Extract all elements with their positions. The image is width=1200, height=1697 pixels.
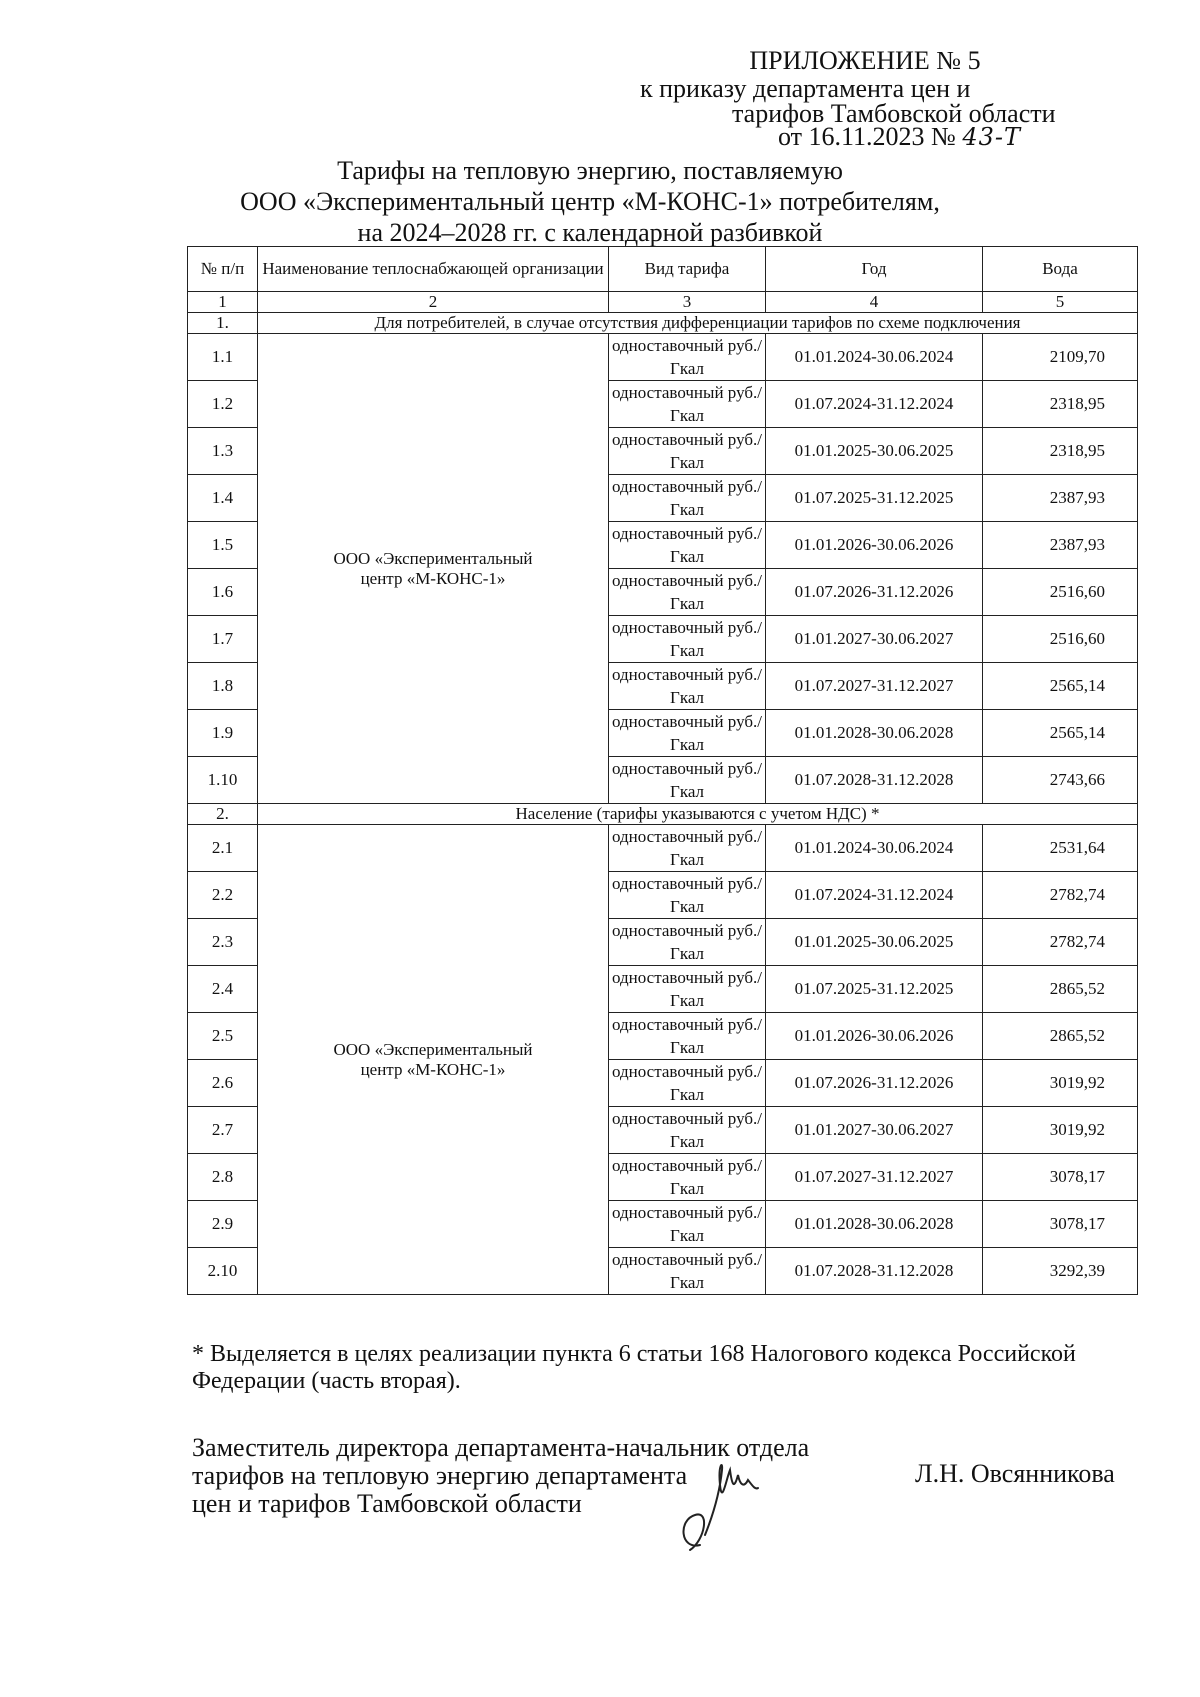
tariff-value: 2387,93 bbox=[983, 522, 1138, 569]
row-number: 1.5 bbox=[188, 522, 258, 569]
section-number: 2. bbox=[188, 804, 258, 825]
tariff-period: 01.07.2025-31.12.2025 bbox=[766, 475, 983, 522]
title-line3: на 2024–2028 гг. с календарной разбивкой bbox=[357, 218, 823, 247]
tariff-type: одноставочный руб./Гкал bbox=[609, 1060, 766, 1107]
row-number: 2.6 bbox=[188, 1060, 258, 1107]
tariff-period: 01.07.2027-31.12.2027 bbox=[766, 1154, 983, 1201]
tariff-period: 01.07.2026-31.12.2026 bbox=[766, 1060, 983, 1107]
tariff-type: одноставочный руб./Гкал bbox=[609, 1201, 766, 1248]
tariff-period: 01.01.2026-30.06.2026 bbox=[766, 522, 983, 569]
tariffs-table bbox=[187, 246, 1138, 1295]
tariff-type: одноставочный руб./Гкал bbox=[609, 569, 766, 616]
position-line2: тарифов на тепловую энергию департамента bbox=[192, 1461, 688, 1490]
appendix-line2: тарифов Тамбовской области bbox=[732, 99, 1056, 128]
tariff-type: одноставочный руб./Гкал bbox=[609, 1013, 766, 1060]
tariff-type: одноставочный руб./Гкал bbox=[609, 1154, 766, 1201]
row-number: 2.2 bbox=[188, 872, 258, 919]
column-number: 5 bbox=[983, 292, 1138, 313]
row-number: 2.9 bbox=[188, 1201, 258, 1248]
title-line1: Тарифы на тепловую энергию, поставляемую bbox=[337, 156, 843, 185]
header-type: Вид тарифа bbox=[609, 247, 766, 292]
row-number: 2.1 bbox=[188, 825, 258, 872]
tariff-type: одноставочный руб./Гкал bbox=[609, 1107, 766, 1154]
document-title bbox=[200, 155, 980, 248]
tariff-value: 3292,39 bbox=[983, 1248, 1138, 1295]
signer-name: Л.Н. Овсянникова bbox=[915, 1459, 1115, 1488]
handwritten-signature bbox=[660, 1440, 810, 1560]
tariff-period: 01.01.2028-30.06.2028 bbox=[766, 710, 983, 757]
footnote: * Выделяется в целях реализации пункта 6 статьи 168 Налогового кодекса Российской Федерации (часть вторая). bbox=[192, 1341, 1076, 1394]
table-row bbox=[188, 825, 1138, 872]
tariff-type: одноставочный руб./Гкал bbox=[609, 825, 766, 872]
column-number: 3 bbox=[609, 292, 766, 313]
tariff-value: 3019,92 bbox=[983, 1060, 1138, 1107]
section-row bbox=[188, 804, 1138, 825]
row-number: 1.7 bbox=[188, 616, 258, 663]
tariff-value: 3078,17 bbox=[983, 1201, 1138, 1248]
position-line1: Заместитель директора департамента-начальник отдела bbox=[192, 1433, 810, 1462]
tariff-period: 01.01.2024-30.06.2024 bbox=[766, 825, 983, 872]
row-number: 2.8 bbox=[188, 1154, 258, 1201]
tariff-value: 2565,14 bbox=[983, 663, 1138, 710]
row-number: 2.4 bbox=[188, 966, 258, 1013]
column-number: 1 bbox=[188, 292, 258, 313]
section-number: 1. bbox=[188, 313, 258, 334]
row-number: 1.3 bbox=[188, 428, 258, 475]
tariff-value: 2318,95 bbox=[983, 381, 1138, 428]
organization-name: ООО «Экспериментальный центр «М-КОНС-1» bbox=[258, 825, 609, 1295]
table-row bbox=[188, 334, 1138, 381]
tariff-value: 2743,66 bbox=[983, 757, 1138, 804]
table-header-row bbox=[188, 247, 1138, 292]
row-number: 1.4 bbox=[188, 475, 258, 522]
tariff-value: 2782,74 bbox=[983, 872, 1138, 919]
tariff-value: 2516,60 bbox=[983, 616, 1138, 663]
tariff-period: 01.01.2027-30.06.2027 bbox=[766, 616, 983, 663]
tariff-period: 01.01.2026-30.06.2026 bbox=[766, 1013, 983, 1060]
row-number: 2.10 bbox=[188, 1248, 258, 1295]
tariff-period: 01.01.2027-30.06.2027 bbox=[766, 1107, 983, 1154]
column-numbers-row bbox=[188, 292, 1138, 313]
row-number: 1.1 bbox=[188, 334, 258, 381]
row-number: 1.6 bbox=[188, 569, 258, 616]
tariff-value: 2565,14 bbox=[983, 710, 1138, 757]
tariff-value: 2387,93 bbox=[983, 475, 1138, 522]
tariff-period: 01.01.2024-30.06.2024 bbox=[766, 334, 983, 381]
tariff-value: 2865,52 bbox=[983, 966, 1138, 1013]
tariff-period: 01.07.2025-31.12.2025 bbox=[766, 966, 983, 1013]
section-row bbox=[188, 313, 1138, 334]
tariff-type: одноставочный руб./Гкал bbox=[609, 475, 766, 522]
tariff-type: одноставочный руб./Гкал bbox=[609, 919, 766, 966]
tariff-period: 01.07.2024-31.12.2024 bbox=[766, 381, 983, 428]
tariff-period: 01.07.2024-31.12.2024 bbox=[766, 872, 983, 919]
tariff-type: одноставочный руб./Гкал bbox=[609, 757, 766, 804]
tariff-period: 01.07.2027-31.12.2027 bbox=[766, 663, 983, 710]
tariff-type: одноставочный руб./Гкал bbox=[609, 966, 766, 1013]
row-number: 1.8 bbox=[188, 663, 258, 710]
tariff-period: 01.07.2028-31.12.2028 bbox=[766, 1248, 983, 1295]
tariff-period: 01.07.2026-31.12.2026 bbox=[766, 569, 983, 616]
row-number: 2.5 bbox=[188, 1013, 258, 1060]
tariff-period: 01.01.2025-30.06.2025 bbox=[766, 919, 983, 966]
row-number: 1.2 bbox=[188, 381, 258, 428]
tariff-value: 3078,17 bbox=[983, 1154, 1138, 1201]
tariff-value: 2109,70 bbox=[983, 334, 1138, 381]
tariff-type: одноставочный руб./Гкал bbox=[609, 1248, 766, 1295]
tariff-value: 2516,60 bbox=[983, 569, 1138, 616]
row-number: 2.7 bbox=[188, 1107, 258, 1154]
row-number: 2.3 bbox=[188, 919, 258, 966]
row-number: 1.9 bbox=[188, 710, 258, 757]
organization-name: ООО «Экспериментальный центр «М-КОНС-1» bbox=[258, 334, 609, 804]
section-title: Для потребителей, в случае отсутствия дифференциации тарифов по схеме подключения bbox=[258, 313, 1138, 334]
tariff-type: одноставочный руб./Гкал bbox=[609, 334, 766, 381]
tariff-period: 01.07.2028-31.12.2028 bbox=[766, 757, 983, 804]
title-line2: ООО «Экспериментальный центр «М-КОНС-1» потребителям, bbox=[240, 187, 940, 216]
header-num: № п/п bbox=[188, 247, 258, 292]
header-org: Наименование теплоснабжающей организации bbox=[258, 247, 609, 292]
column-number: 2 bbox=[258, 292, 609, 313]
header-year: Год bbox=[766, 247, 983, 292]
order-number-handwritten: 43-Т bbox=[962, 123, 1022, 151]
appendix-line3 bbox=[778, 124, 1138, 150]
tariff-type: одноставочный руб./Гкал bbox=[609, 663, 766, 710]
tariff-period: 01.01.2025-30.06.2025 bbox=[766, 428, 983, 475]
tariff-value: 3019,92 bbox=[983, 1107, 1138, 1154]
appendix-line1: к приказу департамента цен и bbox=[640, 74, 971, 103]
tariff-period: 01.01.2028-30.06.2028 bbox=[766, 1201, 983, 1248]
row-number: 1.10 bbox=[188, 757, 258, 804]
tariff-value: 2531,64 bbox=[983, 825, 1138, 872]
position-line3: цен и тарифов Тамбовской области bbox=[192, 1489, 582, 1518]
section-title: Население (тарифы указываются с учетом НДС) * bbox=[258, 804, 1138, 825]
appendix-title: ПРИЛОЖЕНИЕ № 5 bbox=[749, 46, 981, 75]
order-date: от 16.11.2023 № bbox=[778, 122, 956, 151]
tariff-type: одноставочный руб./Гкал bbox=[609, 522, 766, 569]
tariff-type: одноставочный руб./Гкал bbox=[609, 616, 766, 663]
tariff-type: одноставочный руб./Гкал bbox=[609, 381, 766, 428]
tariff-type: одноставочный руб./Гкал bbox=[609, 710, 766, 757]
column-number: 4 bbox=[766, 292, 983, 313]
tariff-type: одноставочный руб./Гкал bbox=[609, 428, 766, 475]
tariff-value: 2782,74 bbox=[983, 919, 1138, 966]
header-water: Вода bbox=[983, 247, 1138, 292]
tariff-type: одноставочный руб./Гкал bbox=[609, 872, 766, 919]
tariff-value: 2318,95 bbox=[983, 428, 1138, 475]
tariff-value: 2865,52 bbox=[983, 1013, 1138, 1060]
